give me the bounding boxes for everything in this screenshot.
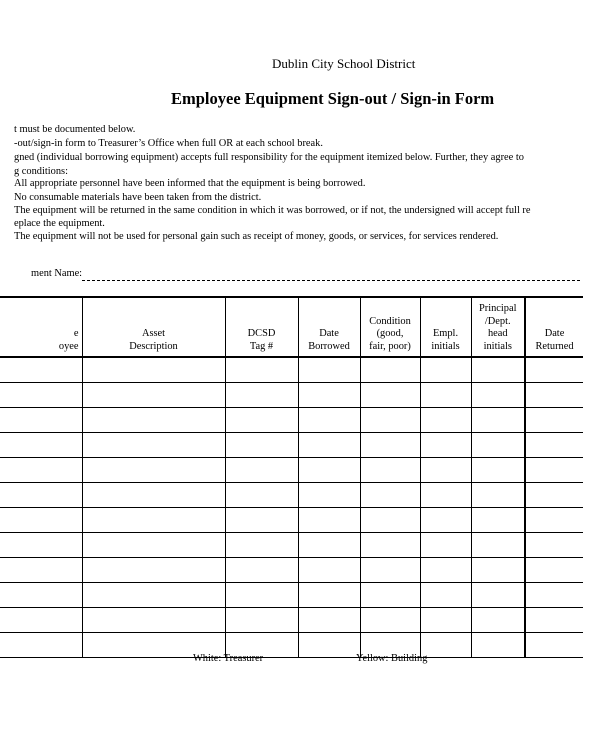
cell-empl-initials[interactable] <box>420 608 471 633</box>
col-header-dcsd-tag: DCSD Tag # <box>225 297 298 357</box>
cell-dcsd-tag[interactable] <box>225 458 298 483</box>
cell-condition[interactable] <box>360 433 420 458</box>
col-header-principal-initials: Principal /Dept. head initials <box>471 297 525 357</box>
cell-date-returned[interactable] <box>525 433 583 458</box>
intro-line: g conditions: <box>14 166 68 177</box>
cell-dcsd-tag[interactable] <box>225 483 298 508</box>
cell-principal-initials[interactable] <box>471 357 525 383</box>
cell-condition[interactable] <box>360 508 420 533</box>
table-row <box>0 558 583 583</box>
intro-line: The equipment will be returned in the same condition in which it was borrowed, or if not, the undersigned will accept full re <box>14 205 531 216</box>
cell-dcsd-tag[interactable] <box>225 583 298 608</box>
cell-principal-initials[interactable] <box>471 458 525 483</box>
table-row <box>0 408 583 433</box>
table-row <box>0 433 583 458</box>
cell-empl-initials[interactable] <box>420 357 471 383</box>
cell-asset-description[interactable] <box>82 608 225 633</box>
cell-principal-initials[interactable] <box>471 533 525 558</box>
cell-condition[interactable] <box>360 583 420 608</box>
cell-principal-initials[interactable] <box>471 508 525 533</box>
cell-empl-initials[interactable] <box>420 458 471 483</box>
cell-date-returned[interactable] <box>525 483 583 508</box>
cell-condition[interactable] <box>360 483 420 508</box>
form-title: Employee Equipment Sign-out / Sign-in Form <box>171 89 495 108</box>
cell-empl-initials[interactable] <box>420 408 471 433</box>
intro-line: gned (individual borrowing equipment) accepts full responsibility for the equipment itemized below. Further, they agree to <box>14 152 524 163</box>
intro-line: No consumable materials have been taken from the district. <box>14 192 262 203</box>
cell-date-returned[interactable] <box>525 408 583 433</box>
cell-employee[interactable] <box>0 633 82 658</box>
cell-dcsd-tag[interactable] <box>225 408 298 433</box>
cell-date-borrowed[interactable] <box>298 583 360 608</box>
cell-dcsd-tag[interactable] <box>225 533 298 558</box>
cell-date-borrowed[interactable] <box>298 433 360 458</box>
cell-employee[interactable] <box>0 433 82 458</box>
cell-empl-initials[interactable] <box>420 433 471 458</box>
col-header-employee: e oyee <box>0 297 82 357</box>
name-field-line[interactable] <box>82 280 580 281</box>
cell-date-borrowed[interactable] <box>298 608 360 633</box>
cell-date-returned[interactable] <box>525 583 583 608</box>
cell-date-borrowed[interactable] <box>298 633 360 658</box>
cell-dcsd-tag[interactable] <box>225 357 298 383</box>
cell-principal-initials[interactable] <box>471 558 525 583</box>
cell-asset-description[interactable] <box>82 357 225 383</box>
intro-line: The equipment will not be used for personal gain such as receipt of money, goods, or services, for services rendered. <box>14 231 499 242</box>
cell-asset-description[interactable] <box>82 508 225 533</box>
cell-principal-initials[interactable] <box>471 433 525 458</box>
cell-date-returned[interactable] <box>525 533 583 558</box>
table-body <box>0 357 583 658</box>
cell-date-borrowed[interactable] <box>298 383 360 408</box>
cell-employee[interactable] <box>0 533 82 558</box>
cell-date-borrowed[interactable] <box>298 408 360 433</box>
cell-date-borrowed[interactable] <box>298 558 360 583</box>
cell-employee[interactable] <box>0 408 82 433</box>
name-label: ment Name: <box>31 268 83 279</box>
district-name: Dublin City School District <box>272 56 416 71</box>
cell-employee[interactable] <box>0 458 82 483</box>
cell-date-returned[interactable] <box>525 608 583 633</box>
cell-principal-initials[interactable] <box>471 483 525 508</box>
cell-date-returned[interactable] <box>525 458 583 483</box>
cell-employee[interactable] <box>0 383 82 408</box>
col-header-asset-description: Asset Description <box>82 297 225 357</box>
cell-condition[interactable] <box>360 533 420 558</box>
cell-date-borrowed[interactable] <box>298 508 360 533</box>
cell-asset-description[interactable] <box>82 383 225 408</box>
col-header-date-returned: Date Returned <box>525 297 583 357</box>
cell-asset-description[interactable] <box>82 558 225 583</box>
col-header-empl-initials: Empl. initials <box>420 297 471 357</box>
table-header-row <box>0 297 583 357</box>
cell-employee[interactable] <box>0 608 82 633</box>
cell-condition[interactable] <box>360 408 420 433</box>
cell-condition[interactable] <box>360 558 420 583</box>
cell-employee[interactable] <box>0 558 82 583</box>
cell-employee[interactable] <box>0 357 82 383</box>
table-row <box>0 357 583 383</box>
cell-date-returned[interactable] <box>525 633 583 658</box>
cell-dcsd-tag[interactable] <box>225 383 298 408</box>
table-row <box>0 533 583 558</box>
cell-date-borrowed[interactable] <box>298 483 360 508</box>
cell-principal-initials[interactable] <box>471 608 525 633</box>
cell-principal-initials[interactable] <box>471 583 525 608</box>
cell-dcsd-tag[interactable] <box>225 433 298 458</box>
intro-line: All appropriate personnel have been informed that the equipment is being borrowed. <box>14 178 366 189</box>
cell-dcsd-tag[interactable] <box>225 608 298 633</box>
cell-principal-initials[interactable] <box>471 383 525 408</box>
cell-empl-initials[interactable] <box>420 533 471 558</box>
cell-employee[interactable] <box>0 483 82 508</box>
cell-condition[interactable] <box>360 357 420 383</box>
col-header-condition: Condition (good, fair, poor) <box>360 297 420 357</box>
cell-asset-description[interactable] <box>82 408 225 433</box>
cell-condition[interactable] <box>360 458 420 483</box>
intro-line: eplace the equipment. <box>14 218 105 229</box>
cell-date-returned[interactable] <box>525 558 583 583</box>
cell-empl-initials[interactable] <box>420 508 471 533</box>
table-row <box>0 383 583 408</box>
cell-empl-initials[interactable] <box>420 383 471 408</box>
footer-copy-white: White: Treasurer <box>193 653 264 664</box>
cell-asset-description[interactable] <box>82 433 225 458</box>
table-row <box>0 633 583 658</box>
cell-dcsd-tag[interactable] <box>225 558 298 583</box>
cell-principal-initials[interactable] <box>471 408 525 433</box>
cell-date-borrowed[interactable] <box>298 458 360 483</box>
intro-line: t must be documented below. <box>14 124 136 135</box>
cell-asset-description[interactable] <box>82 483 225 508</box>
cell-empl-initials[interactable] <box>420 633 471 658</box>
cell-asset-description[interactable] <box>82 458 225 483</box>
col-header-date-borrowed: Date Borrowed <box>298 297 360 357</box>
cell-dcsd-tag[interactable] <box>225 508 298 533</box>
cell-asset-description[interactable] <box>82 533 225 558</box>
intro-line: -out/sign-in form to Treasurer’s Office when full OR at each school break. <box>14 138 323 149</box>
footer-copy-yellow: Yellow: Building <box>356 653 428 664</box>
table-row <box>0 458 583 483</box>
cell-employee[interactable] <box>0 508 82 533</box>
cell-asset-description[interactable] <box>82 583 225 608</box>
cell-date-returned[interactable] <box>525 508 583 533</box>
cell-condition[interactable] <box>360 608 420 633</box>
cell-date-borrowed[interactable] <box>298 533 360 558</box>
cell-condition[interactable] <box>360 383 420 408</box>
cell-date-returned[interactable] <box>525 357 583 383</box>
equipment-table <box>0 296 583 658</box>
table-row <box>0 508 583 533</box>
cell-employee[interactable] <box>0 583 82 608</box>
table-row <box>0 483 583 508</box>
cell-empl-initials[interactable] <box>420 583 471 608</box>
cell-principal-initials[interactable] <box>471 633 525 658</box>
cell-date-returned[interactable] <box>525 383 583 408</box>
table-row <box>0 583 583 608</box>
cell-empl-initials[interactable] <box>420 483 471 508</box>
cell-empl-initials[interactable] <box>420 558 471 583</box>
cell-date-borrowed[interactable] <box>298 357 360 383</box>
table-row <box>0 608 583 633</box>
